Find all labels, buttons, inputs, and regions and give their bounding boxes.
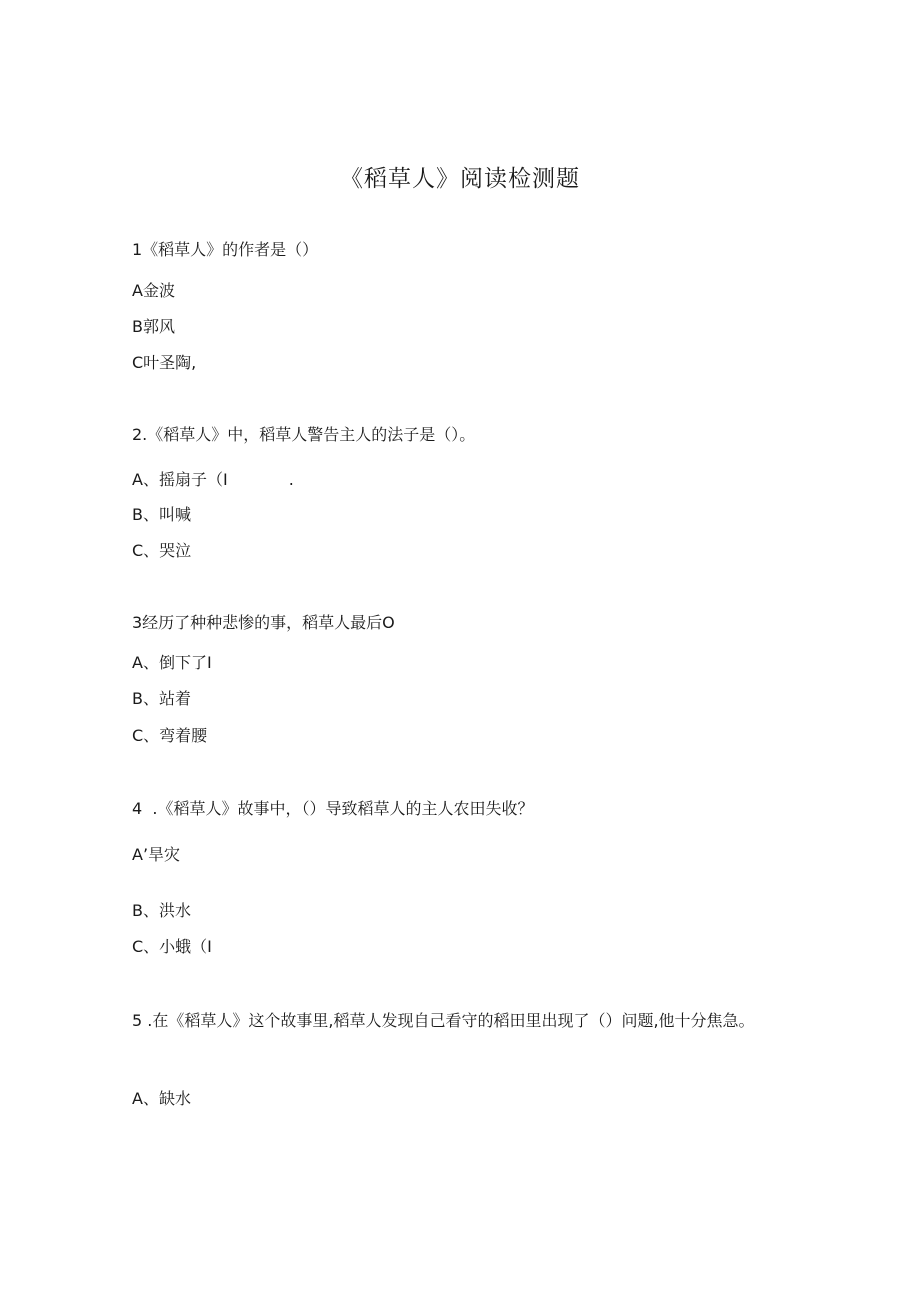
question-4-stem: 4 .《稻草人》故事中，（）导致稻草人的主人农田失收？ xyxy=(132,799,534,818)
question-5-option-a: A、缺水 xyxy=(132,1089,191,1108)
question-4-option-a: A’旱灾 xyxy=(132,845,181,864)
question-4-option-c: C、小蛾（I xyxy=(132,937,212,956)
question-5-stem: 5 .在《稻草人》这个故事里,稻草人发现自己看守的稻田里出现了（）问题,他十分焦急。 xyxy=(132,1011,755,1030)
question-3-option-c: C、弯着腰 xyxy=(132,726,208,745)
page-title: 《稻草人》阅读检测题 xyxy=(340,166,580,192)
question-3-option-a: A、倒下了I xyxy=(132,653,212,672)
question-1-option-b: B郭风 xyxy=(132,317,175,336)
question-4-option-b: B、洪水 xyxy=(132,901,191,920)
question-1-stem: 1《稻草人》的作者是（） xyxy=(132,240,319,259)
question-2-stem: 2.《稻草人》中，稻草人警告主人的法子是（）。 xyxy=(132,425,476,444)
question-3-stem: 3经历了种种悲惨的事，稻草人最后O xyxy=(132,613,395,632)
question-2-option-b: B、叫喊 xyxy=(132,505,191,524)
question-2-option-a: A、摇扇子（I . xyxy=(132,470,294,489)
question-1-option-a: A金波 xyxy=(132,281,175,300)
question-2-option-c: C、哭泣 xyxy=(132,541,192,560)
question-1-option-c: C叶圣陶, xyxy=(132,353,197,372)
question-3-option-b: B、站着 xyxy=(132,689,191,708)
